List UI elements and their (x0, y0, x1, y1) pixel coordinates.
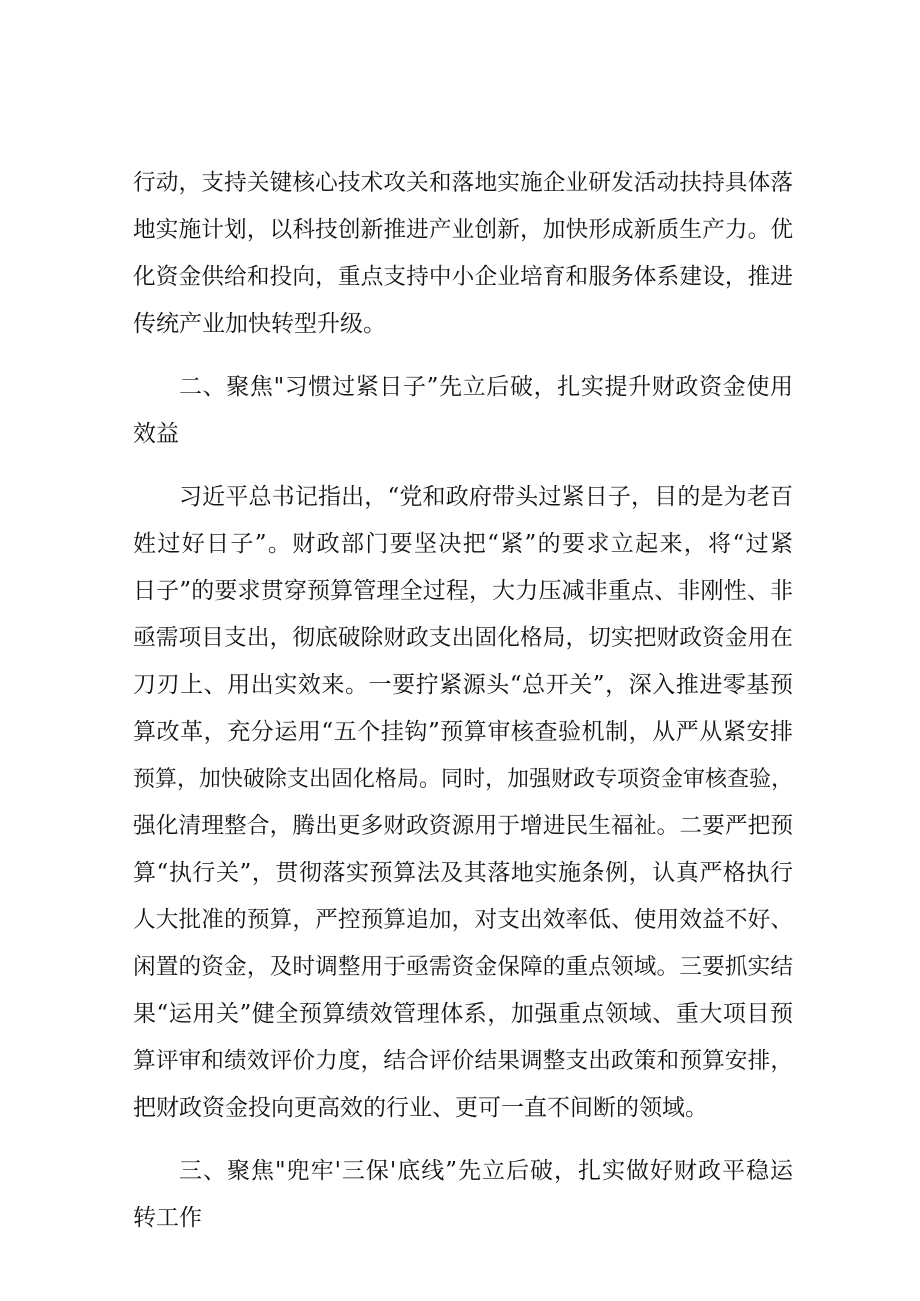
text-line: 强化清理整合，腾出更多财政资源用于增进民生福祉。二要严把预 (133, 813, 793, 839)
text-line: 传统产业加快转型升级。 (133, 311, 386, 337)
text-line: 日子”的要求贯穿预算管理全过程，大力压减非重点、非刚性、非 (133, 578, 793, 604)
paragraph-tight-budget (133, 474, 793, 1132)
text-line: 果“运用关”健全预算绩效管理体系，加强重点领域、重大项目预 (133, 1001, 793, 1027)
text-line: 姓过好日子”。财政部门要坚决把“紧”的要求立起来，将“过紧 (133, 531, 793, 557)
text-line: 把财政资金投向更高效的行业、更可一直不间断的领域。 (133, 1095, 708, 1121)
text-line: 刀刃上、用出实效来。一要拧紧源头“总开关”，深入推进零基预 (133, 672, 793, 698)
heading-line: 效益 (133, 421, 179, 447)
text-line: 闲置的资金，及时调整用于亟需资金保障的重点领域。三要抓实结 (133, 954, 793, 980)
text-line: 亟需项目支出，彻底破除财政支出固化格局，切实把财政资金用在 (133, 625, 793, 651)
section-heading-three (133, 1148, 793, 1242)
text-line: 化资金供给和投向，重点支持中小企业培育和服务体系建设，推进 (133, 264, 793, 290)
paragraph-tech-innovation (133, 160, 793, 348)
document-body (133, 160, 793, 1242)
heading-line: 二、聚焦"习惯过紧日子”先立后破，扎实提升财政资金使用 (179, 374, 793, 400)
text-line: 算改革，充分运用“五个挂钩”预算审核查验机制，从严从紧安排 (133, 719, 793, 745)
text-line: 习近平总书记指出，“党和政府带头过紧日子，目的是为老百 (179, 484, 793, 510)
text-line: 预算，加快破除支出固化格局。同时，加强财政专项资金审核查验， (133, 767, 793, 792)
text-line: 算“执行关”，贯彻落实预算法及其落地实施条例，认真严格执行 (133, 860, 793, 886)
section-heading-two (133, 364, 793, 458)
heading-line: 转工作 (133, 1205, 202, 1231)
text-line: 行动，支持关键核心技术攻关和落地实施企业研发活动扶持具体落 (133, 170, 793, 196)
text-line: 人大批准的预算，严控预算追加，对支出效率低、使用效益不好、 (133, 907, 793, 933)
text-line: 算评审和绩效评价力度，结合评价结果调整支出政策和预算安排， (133, 1048, 793, 1074)
text-line: 地实施计划，以科技创新推进产业创新，加快形成新质生产力。优 (133, 217, 793, 243)
heading-line: 三、聚焦"兜牢'三保'底线”先立后破，扎实做好财政平稳运 (179, 1158, 793, 1184)
